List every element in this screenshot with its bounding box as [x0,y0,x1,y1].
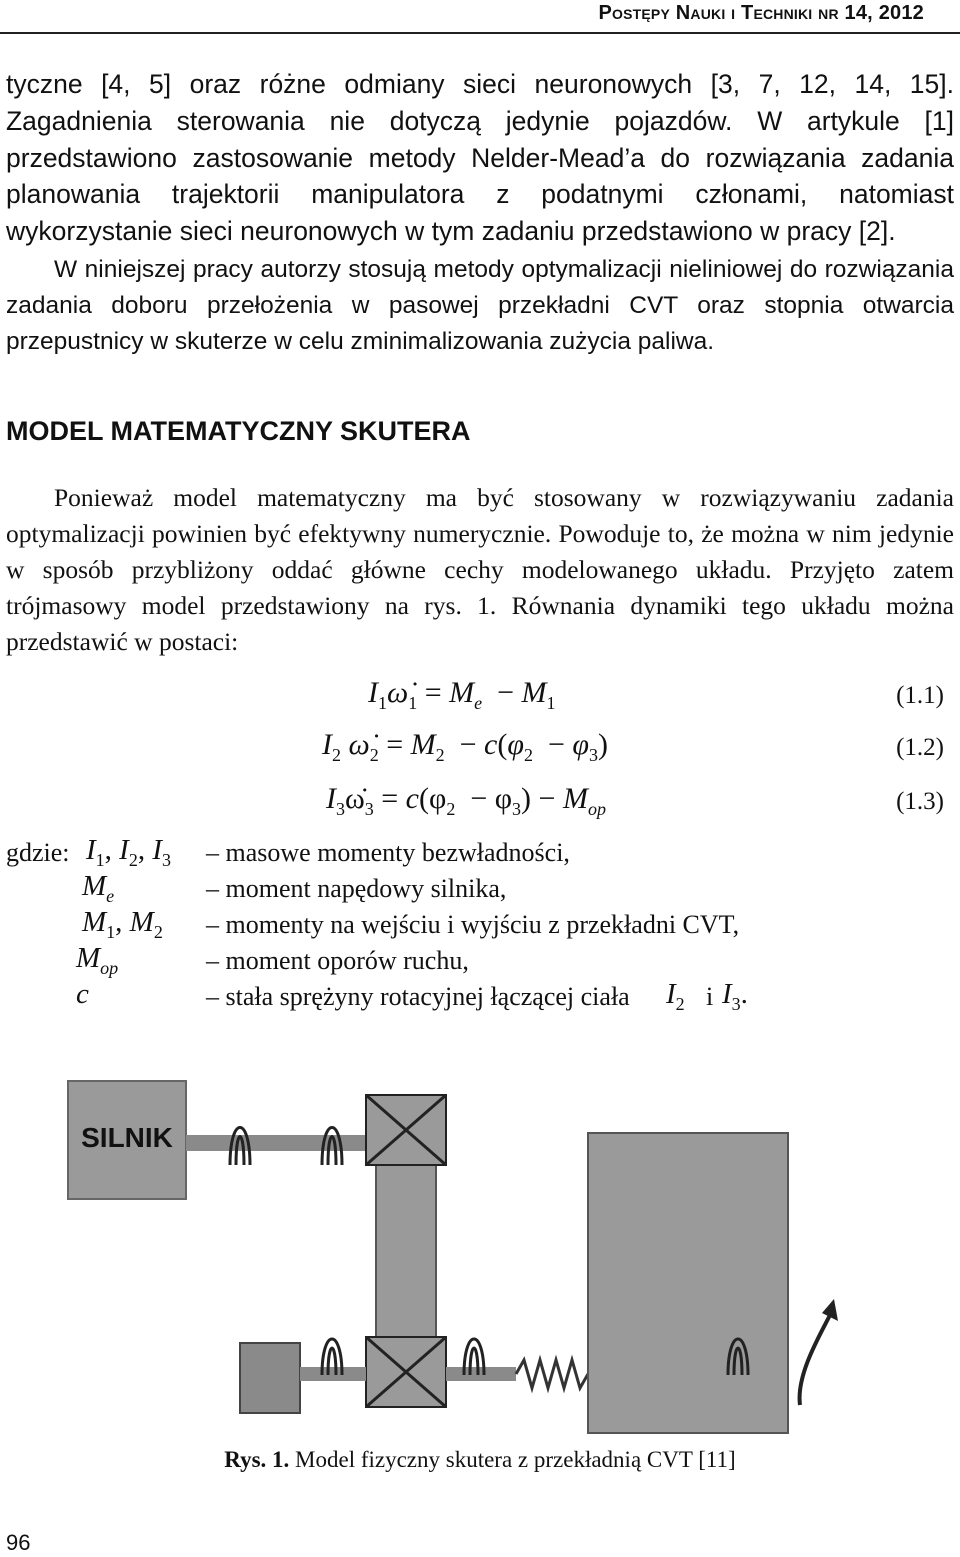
definitions-lead: gdzie: [6,838,70,867]
journal-header: Postępy Nauki i Techniki nr 14, 2012 [598,2,924,24]
definition-desc: – momenty na wejściu i wyjściu z przekładni CVT, [206,910,740,939]
inertia-i2-block [240,1343,300,1413]
symbol-mop: $M_{op}$ [76,942,119,978]
definition-row [6,834,570,870]
rotational-spring [516,1360,588,1388]
definition-desc: – masowe momenty bezwładności, [206,838,570,867]
symbol-i3: $I_3$. [722,978,748,1014]
definition-and: i [706,982,714,1011]
header-rule [0,32,960,34]
engine-label: SILNIK [81,1122,173,1153]
definition-desc: – moment oporów ruchu, [206,946,469,975]
i2-shaft [300,1367,366,1381]
intro-paragraph-2: W niniejszej pracy autorzy stosują metody optymalizacji nieliniowej do rozwiązania zadania doboru przełożenia w pasowej przekładni CVT oraz stopnia otwarcia przepustnicy w skuterze w celu zminimalizowania zużycia paliwa. [6,256,954,355]
figure-caption [0,1447,960,1473]
symbol-inertias: $I_1$, $I_2$, $I_3$ [86,834,172,870]
output-shaft [446,1367,516,1381]
equation-number: (1.2) [896,734,944,761]
caption-label: Rys. 1. [224,1447,290,1472]
equation-1-3: $I_3\omegȧ_3 = c(\varphi_2 - \varphi_3) - M_{op}$ [326,782,606,819]
equation-1-1: $I_1\omegȧ_1 = M_e - M_1$ [368,676,556,713]
symbol-m1-m2: $M_1$, $M_2$ [82,906,163,942]
definition-desc: – stała sprężyny rotacyjnej łączącej ciała [206,982,630,1011]
input-shaft [186,1135,376,1151]
definition-desc: – moment napędowy silnika, [206,874,507,903]
equation-number: (1.3) [896,788,944,815]
section-heading: MODEL MATEMATYCZNY SKUTERA [6,416,471,446]
inertia-i3-block [588,1133,788,1433]
intro-paragraph-1: tyczne [4, 5] oraz różne odmiany sieci neuronowych [3, 7, 12, 14, 15]. Zagadnienia sterowania nie dotyczą jedynie pojazdów. W artykule [1] przedstawiono zastosowanie metody Nelder-Mead’a do rozwiązania zadania planowania trajektorii manipulatora z podatnymi członami, natomiast wykorzystanie sieci neuronowych w tym zadaniu przedstawiono w pracy [2]. [6,69,954,247]
equation-number: (1.1) [896,682,944,709]
resistance-arrow-shaft [800,1315,830,1405]
symbol-i2: $I_2$ [666,978,685,1014]
model-diagram [60,1075,920,1445]
equation-1-2: $I_2$ $\omegȧ_2 = M_2 - c(\varphi_2 - \varphi_3)$ [322,728,608,765]
symbol-me: $M_e$ [82,870,115,906]
page-number: 96 [6,1530,31,1555]
physical-model-figure [60,1075,920,1445]
section-paragraph: Ponieważ model matematyczny ma być stosowany w rozwiązywaniu zadania optymalizacji powinien być efektywny numerycznie. Powoduje to, że można w nim jedynie w sposób przybliżony oddać główne cechy modelowanego układu. Przyjęto zatem trójmasowy model przedstawiony na rys. 1. Równania dynamiki tego układu można przedstawić w postaci: [6,483,954,656]
symbol-c: c [76,978,89,1010]
caption-text: Model fizyczny skutera z przekładnią CVT [11] [289,1447,736,1472]
